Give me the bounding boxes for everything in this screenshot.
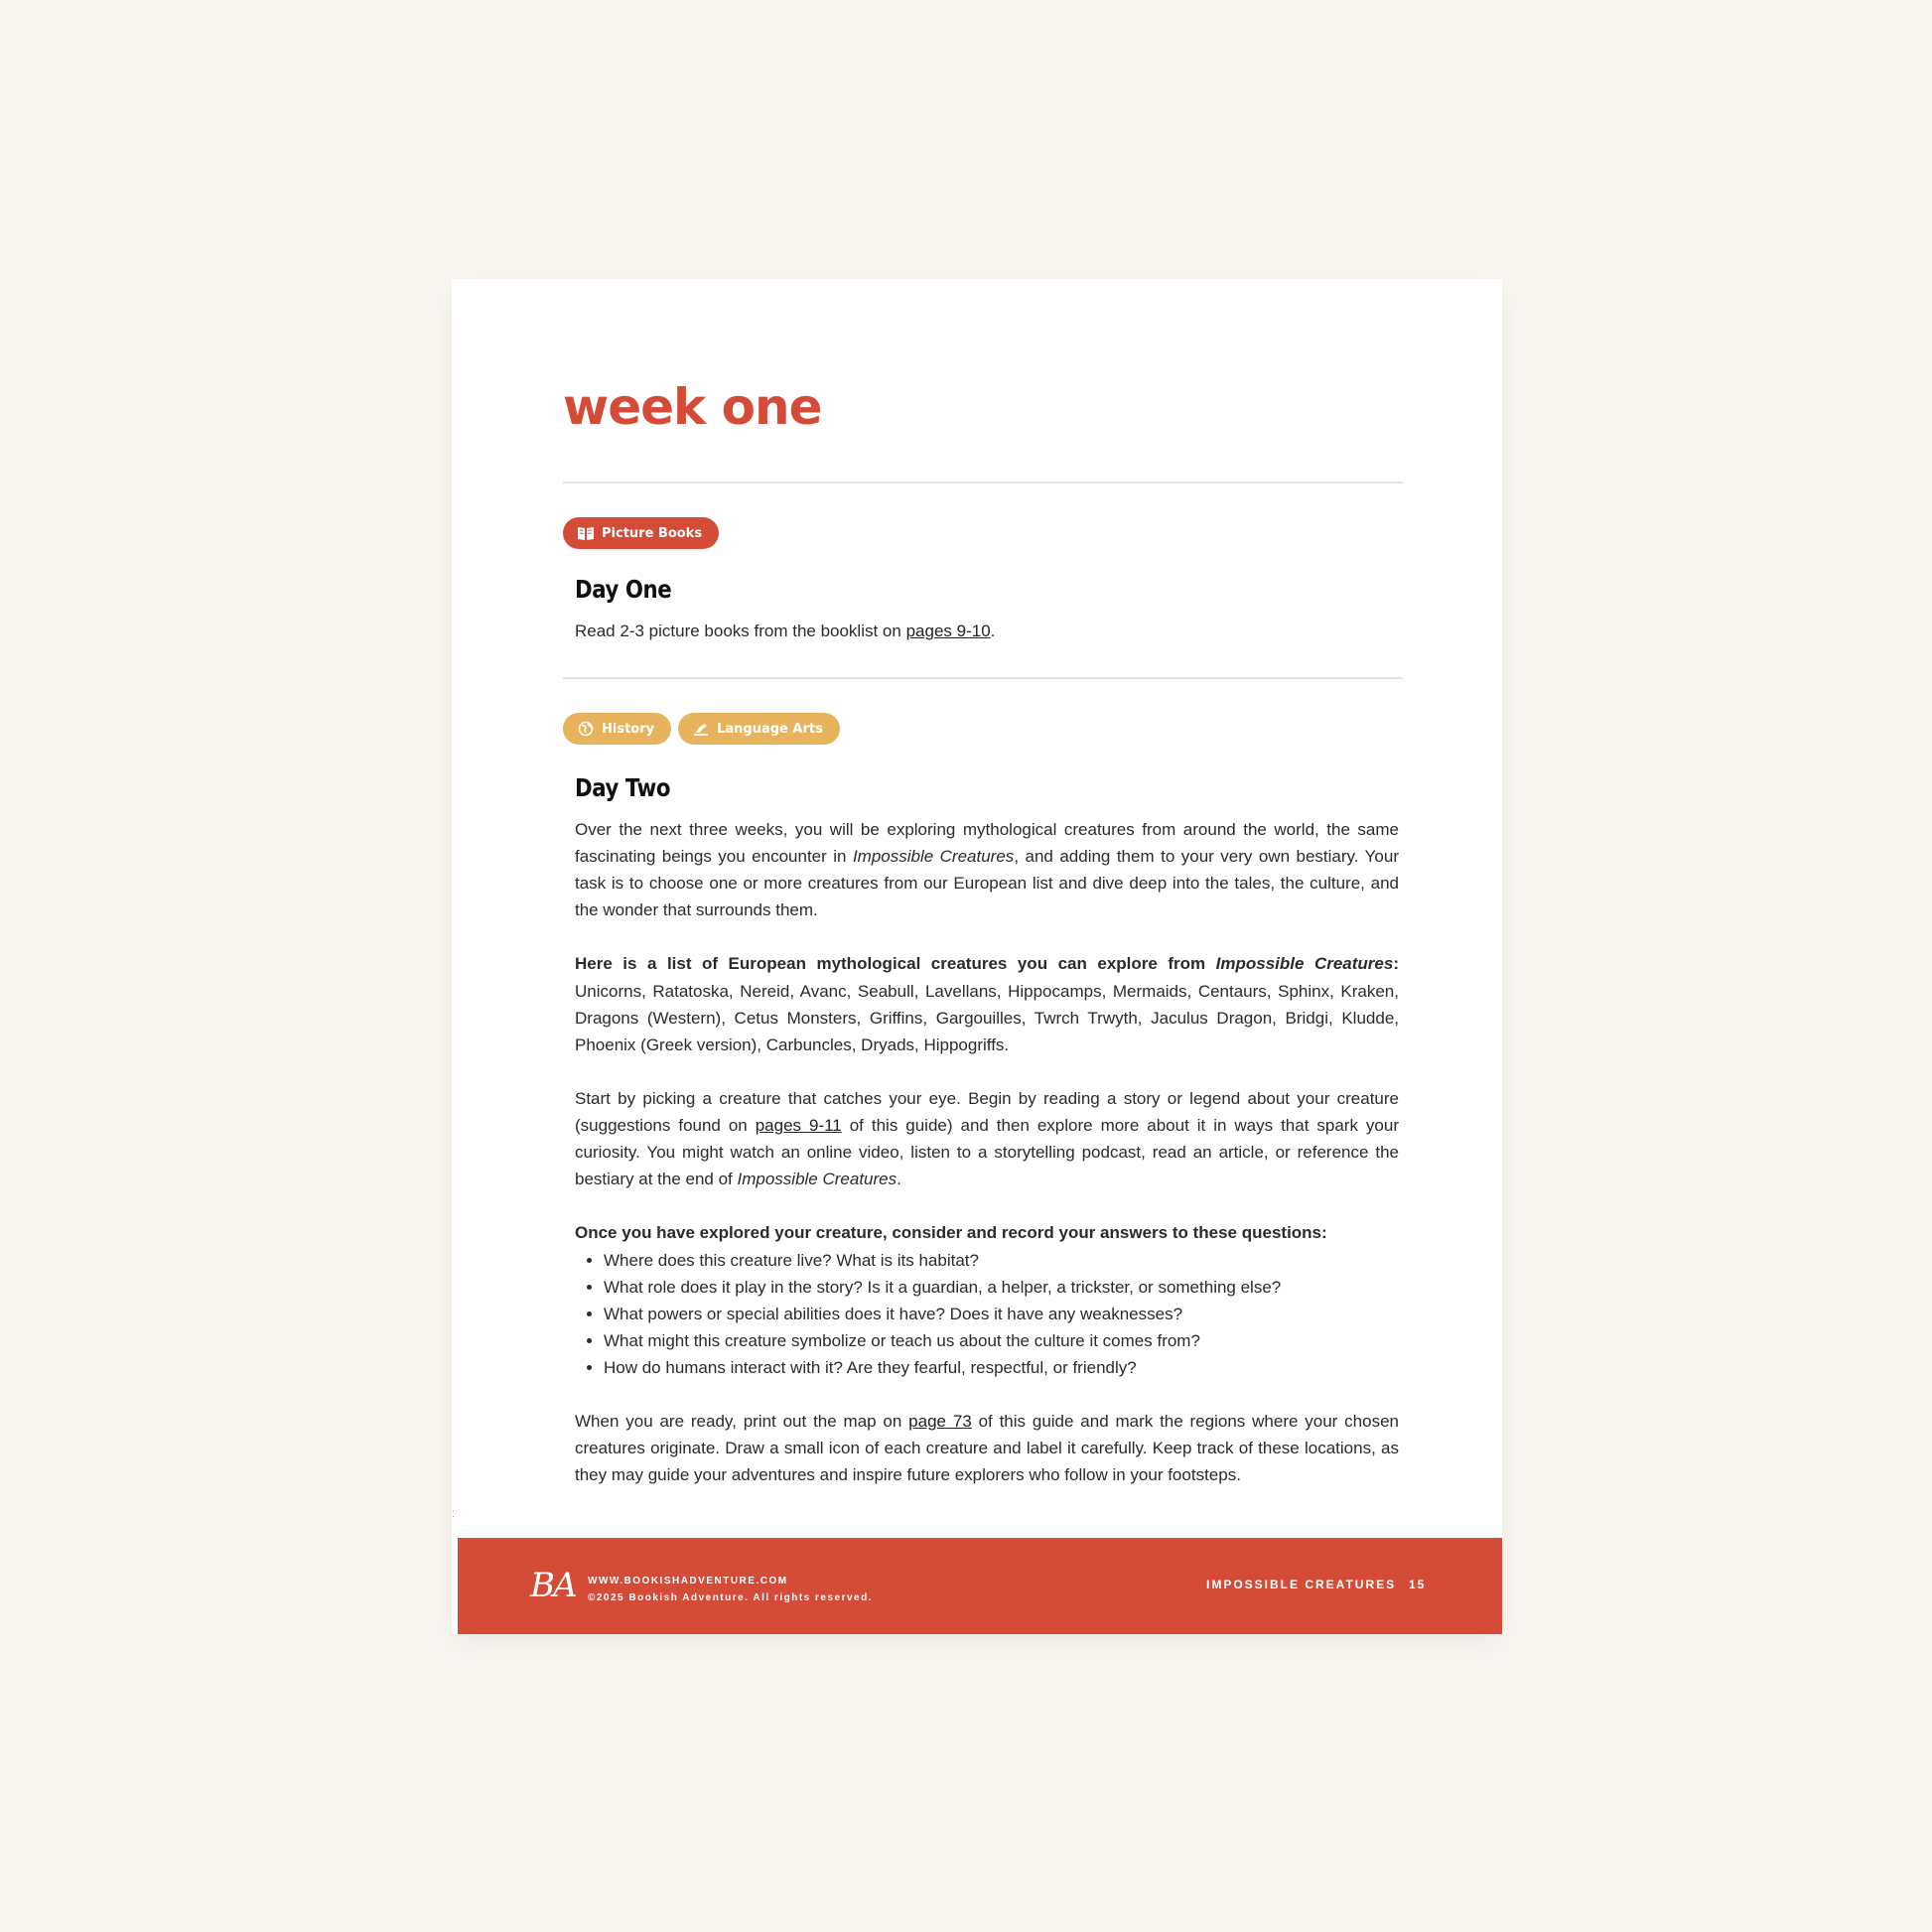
writing-hand-icon xyxy=(692,721,710,737)
page-number: 15 xyxy=(1409,1578,1427,1591)
final-paragraph: When you are ready, print out the map on page 73 of this guide and mark the regions where your chosen creatures originate. Draw a small icon of each creature and label it carefully. Keep track of these locations, as they may guide your adventures and inspire future explorers who follow in your footsteps. xyxy=(575,1412,1399,1485)
open-book-icon xyxy=(577,525,595,541)
list-item: • Where does this creature live? What is its habitat? xyxy=(604,1247,1399,1274)
day-two-heading: Day Two xyxy=(575,773,670,802)
day-one-text xyxy=(575,618,1399,644)
tag-history[interactable] xyxy=(563,713,671,745)
list-item: • How do humans interact with it? Are they fearful, respectful, or friendly? xyxy=(604,1354,1399,1381)
day-one-tags xyxy=(563,517,719,549)
day-two-text xyxy=(575,816,1399,1488)
copyright-text: ©2025 Bookish Adventure. All rights reserved. xyxy=(588,1592,873,1603)
questions-heading: Once you have explored your creature, consider and record your answers to these questions: xyxy=(575,1223,1327,1243)
pages-9-10-link[interactable]: pages 9-10 xyxy=(905,621,991,640)
ba-logo: BA xyxy=(530,1566,576,1605)
tag-picture-books[interactable] xyxy=(563,517,719,549)
day-one-heading: Day One xyxy=(575,575,672,604)
list-item: • What role does it play in the story? Is it a guardian, a helper, a trickster, or something else? xyxy=(604,1274,1399,1301)
globe-icon xyxy=(577,721,595,737)
day-one-paragraph: Read 2-3 picture books from the booklist on pages 9-10. xyxy=(575,621,996,640)
pages-9-11-link[interactable]: pages 9-11 xyxy=(755,1116,842,1136)
website-url: WWW.BOOKISHADVENTURE.COM xyxy=(588,1576,788,1587)
page-73-link[interactable]: page 73 xyxy=(908,1412,972,1432)
divider xyxy=(563,482,1403,483)
tag-label: Language Arts xyxy=(717,721,823,737)
footer-book-title: IMPOSSIBLE CREATURES xyxy=(1206,1578,1397,1591)
document-page xyxy=(452,279,1502,1634)
crop-mark: ⁚ xyxy=(452,1509,455,1519)
intro-paragraph: Over the next three weeks, you will be exploring mythological creatures from around the world, the same fascinating beings you encounter in Impossible Creatures, and adding them to your very own bestiary. Your task is to choose one or more creatures from our European list and dive deep into the tales, the culture, and the wonder that surrounds them. xyxy=(575,820,1399,920)
tag-label: History xyxy=(602,721,655,737)
page-title: week one xyxy=(563,378,822,436)
list-item: • What powers or special abilities does it have? Does it have any weaknesses? xyxy=(604,1301,1399,1327)
creature-list-paragraph: Here is a list of European mythological creatures you can explore from Impossible Creatures: Unicorns, Ratatoska, Nereid, Avanc, Seabull, Lavellans, Hippocamps, Mermaids, Centaurs, Sphinx, Kraken, Dragons (Western), Cetus Monsters, Griffins, Gargouilles, Twrch Trwyth, Jaculus Dragon, Bridgi, Kludde, Phoenix (Greek version), Carbuncles, Dryads, Hippogriffs. xyxy=(575,954,1399,1054)
tag-label: Picture Books xyxy=(602,525,703,541)
day-two-tags xyxy=(563,713,840,745)
page-footer xyxy=(458,1538,1502,1634)
tag-language-arts[interactable] xyxy=(678,713,840,745)
list-item: • What might this creature symbolize or teach us about the culture it comes from? xyxy=(604,1327,1399,1354)
questions-list xyxy=(575,1247,1399,1381)
start-paragraph: Start by picking a creature that catches your eye. Begin by reading a story or legend about your creature (suggestions found on pages 9-11 of this guide) and then explore more about it in ways that spark your curiosity. You might watch an online video, listen to a storytelling podcast, read an article, or reference the bestiary at the end of Impossible Creatures. xyxy=(575,1088,1399,1189)
divider xyxy=(563,677,1403,679)
